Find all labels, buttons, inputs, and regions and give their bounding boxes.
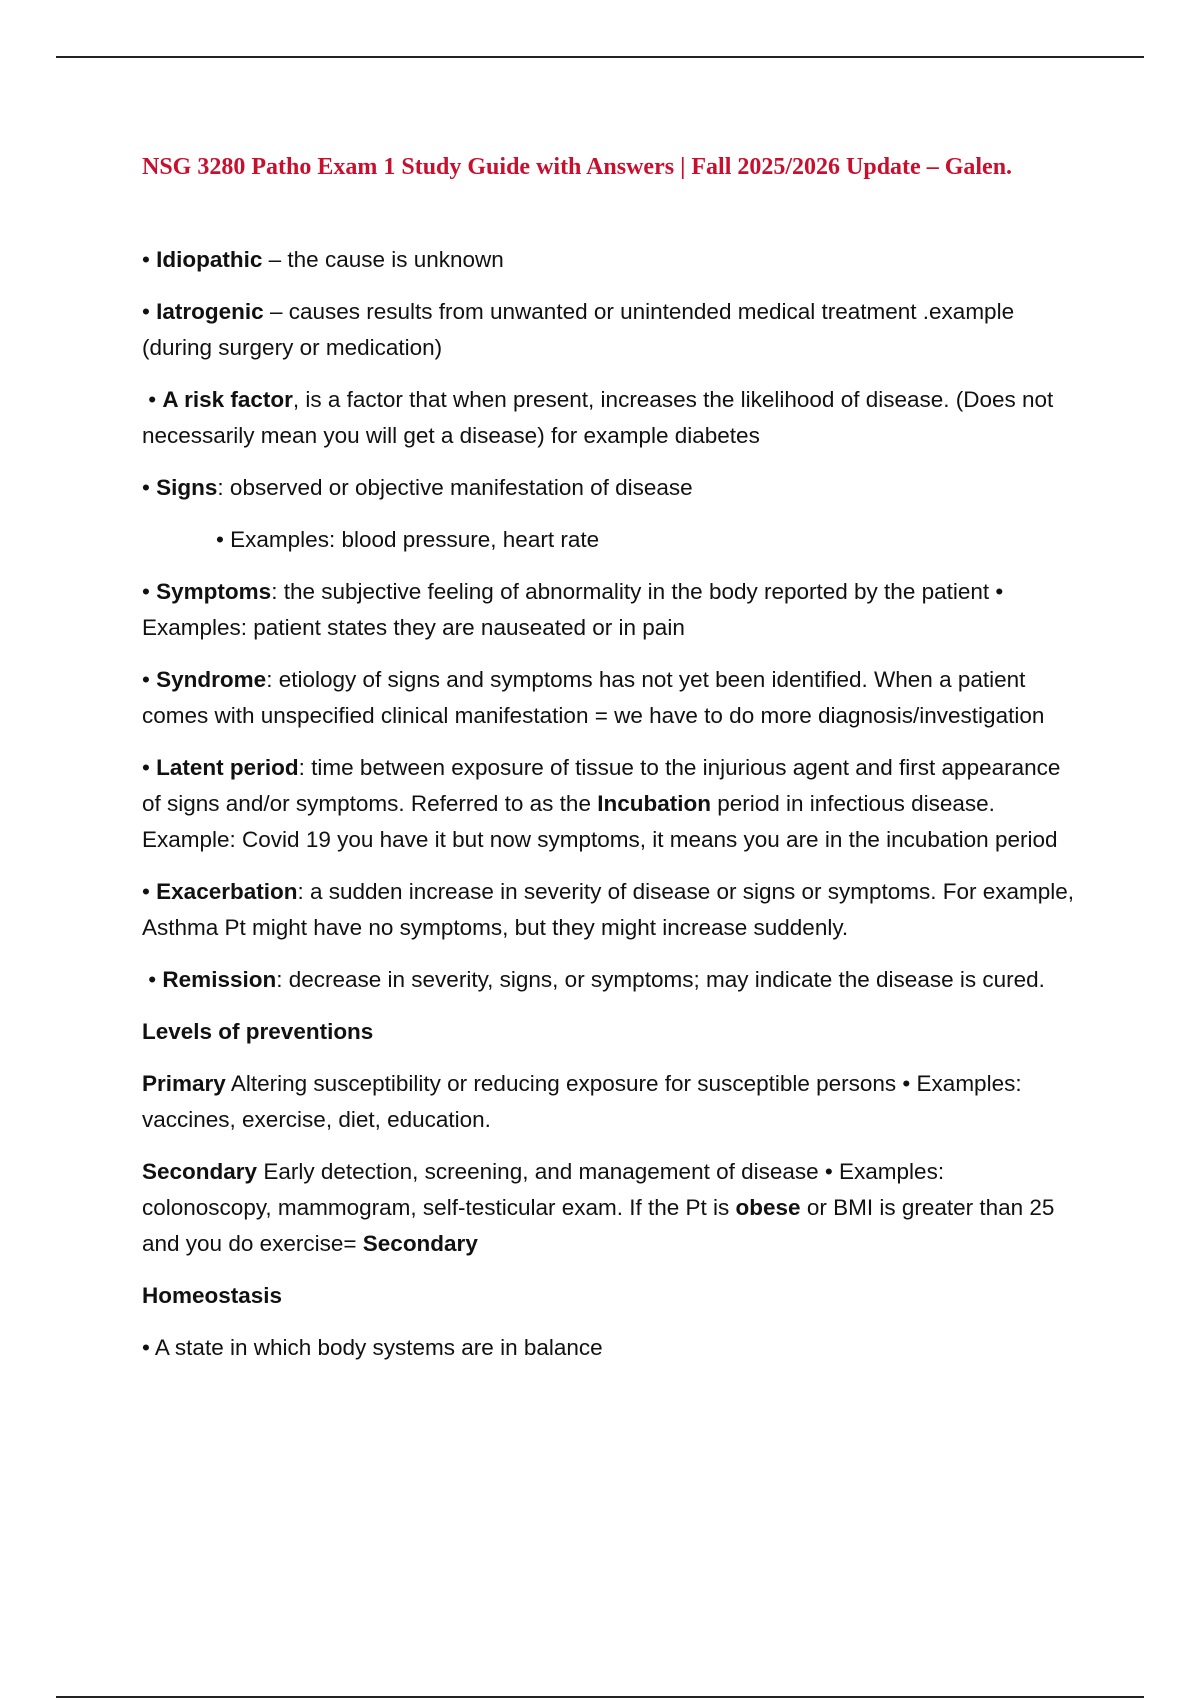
- signs-examples-text: Examples: blood pressure, heart rate: [230, 527, 600, 552]
- levels-of-preventions-heading: Levels of preventions: [142, 1019, 374, 1044]
- syndrome-text: : etiology of signs and symptoms has not yet been identified. When a patient comes with unspecified clinical manifestation = we have to do more diagnosis/investigation: [142, 667, 1045, 728]
- bullet: •: [148, 967, 157, 992]
- bullet: •: [142, 579, 150, 604]
- document-body: [142, 150, 1077, 1382]
- bullet: •: [142, 667, 150, 692]
- top-rule: [56, 56, 1144, 58]
- document-title: NSG 3280 Patho Exam 1 Study Guide with Answers | Fall 2025/2026 Update – Galen.: [142, 154, 1013, 180]
- idiopathic-text: – the cause is unknown: [262, 247, 504, 272]
- latent-period-text-b: period in infectious disease. Example: Covid 19 you have it but now symptoms, it means you are in the incubation period: [142, 791, 1058, 852]
- remission-text: : decrease in severity, signs, or symptoms; may indicate the disease is cured.: [276, 967, 1045, 992]
- homeostasis-heading: Homeostasis: [142, 1283, 283, 1308]
- term-exacerbation: Exacerbation: [156, 879, 298, 904]
- definition-exacerbation: [142, 874, 1077, 946]
- signs-text: : observed or objective manifestation of disease: [217, 475, 693, 500]
- secondary-text-a: Early detection, screening, and management of disease • Examples: colonoscopy, mammogram, self-testicular exam. If the Pt is: [142, 1159, 945, 1220]
- latent-period-text-a: : time between exposure of tissue to the injurious agent and first appearance of signs and/or symptoms. Referred to as the: [142, 755, 1061, 816]
- bullet: •: [142, 879, 150, 904]
- term-primary: Primary: [142, 1071, 226, 1096]
- term-iatrogenic: Iatrogenic: [156, 299, 264, 324]
- term-latent-period: Latent period: [156, 755, 299, 780]
- bullet: •: [142, 247, 150, 272]
- iatrogenic-text: – causes results from unwanted or unintended medical treatment .example (during surgery or medication): [142, 299, 1015, 360]
- bullet: •: [148, 387, 157, 412]
- term-obese: obese: [735, 1195, 801, 1220]
- term-remission: Remission: [162, 967, 277, 992]
- definition-symptoms: [142, 574, 1077, 646]
- term-symptoms: Symptoms: [156, 579, 272, 604]
- term-incubation: Incubation: [597, 791, 711, 816]
- term-signs: Signs: [156, 475, 218, 500]
- prevention-primary: [142, 1066, 1077, 1138]
- bullet: •: [142, 299, 150, 324]
- bullet: •: [216, 527, 224, 552]
- symptoms-text: : the subjective feeling of abnormality in the body reported by the patient • Examples: patient states they are nauseated or in pain: [142, 579, 1004, 640]
- risk-factor-text: , is a factor that when present, increases the likelihood of disease. (Does not necessarily mean you will get a disease) for example diabetes: [142, 387, 1054, 448]
- term-idiopathic: Idiopathic: [156, 247, 263, 272]
- term-secondary-end: Secondary: [362, 1231, 478, 1256]
- definition-iatrogenic: [142, 294, 1077, 366]
- definition-signs: [142, 470, 1077, 506]
- prevention-secondary: [142, 1154, 1077, 1262]
- definition-risk-factor: [142, 382, 1077, 454]
- bullet: •: [142, 1335, 150, 1360]
- bottom-rule: [56, 1696, 1144, 1698]
- primary-text: Altering susceptibility or reducing exposure for susceptible persons • Examples: vaccines, exercise, diet, education.: [142, 1071, 1022, 1132]
- secondary-text-b: or BMI is greater than 25 and you do exercise=: [142, 1195, 1055, 1256]
- term-syndrome: Syndrome: [156, 667, 267, 692]
- definition-remission: [142, 962, 1077, 998]
- bullet: •: [142, 755, 150, 780]
- bullet: •: [142, 475, 150, 500]
- signs-examples: [142, 522, 1077, 558]
- homeostasis-text: A state in which body systems are in balance: [154, 1335, 603, 1360]
- exacerbation-text: : a sudden increase in severity of disease or signs or symptoms. For example, Asthma Pt might have no symptoms, but they might increase suddenly.: [142, 879, 1075, 940]
- definition-syndrome: [142, 662, 1077, 734]
- homeostasis-item: [142, 1330, 1077, 1366]
- definition-latent-period: [142, 750, 1077, 858]
- term-secondary: Secondary: [142, 1159, 258, 1184]
- definition-idiopathic: [142, 242, 1077, 278]
- term-risk-factor: A risk factor: [162, 387, 293, 412]
